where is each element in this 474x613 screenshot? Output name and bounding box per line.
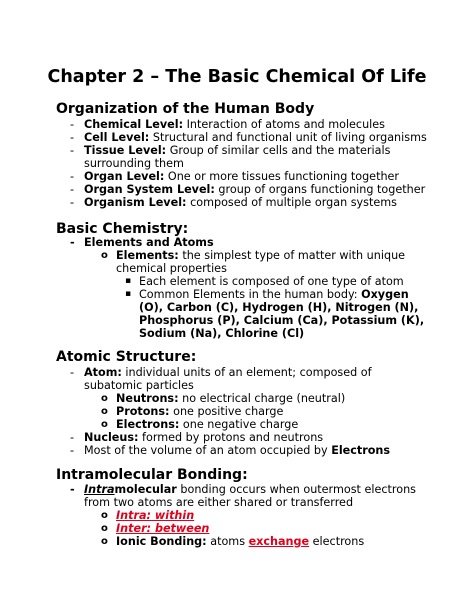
page-title: Chapter 2 – The Basic Chemical Of Life [47, 67, 427, 87]
section-heading-atomic: Atomic Structure: [56, 349, 197, 365]
section-heading-intramolecular: Intramolecular Bonding: [56, 467, 248, 483]
section-heading-chemistry: Basic Chemistry: [56, 221, 189, 237]
section-heading-organization: Organization of the Human Body [56, 101, 315, 117]
document-page: Chapter 2 – The Basic Chemical Of Life Organization of the Human Body - Chemical Level: Interaction of atoms and molecules - Cell Level: Structural and functional unit of living organisms - Tissue Level: Group of similar cells and the materials surrounding them - Organ Level: One or more tissues functioning together - Organ System Level: group of organs functioning together - Organism Level: composed of multiple organ systems Basic Chemistry: - Elements and Atoms o Elements: the simplest type of matter with unique chemical properties ▪ Each element is composed of one type of atom ▪ Common Elements in the human body: Oxygen (O), Carbon (C), Hydrogen (H), Nitrogen (N), Phosphorus (P), Calcium (Ca), Potassium (K), Sodium (Na), Chlorine (Cl) Atomic Structure: - Atom: individual units of an element; composed of subatomic particles o Neutrons: no electrical charge (neutral) o Protons: one positive charge o Electrons: one negative charge - Nucleus: formed by protons and neutrons - Most of the volume of an atom occupied by Electrons Intramolecular Bonding: - Intramolecular bonding occurs when outermost electrons from two atoms are either shared or transferred o Intra: within o Inter: between o Ionic Bonding: atoms exchange electrons [0, 0, 474, 613]
